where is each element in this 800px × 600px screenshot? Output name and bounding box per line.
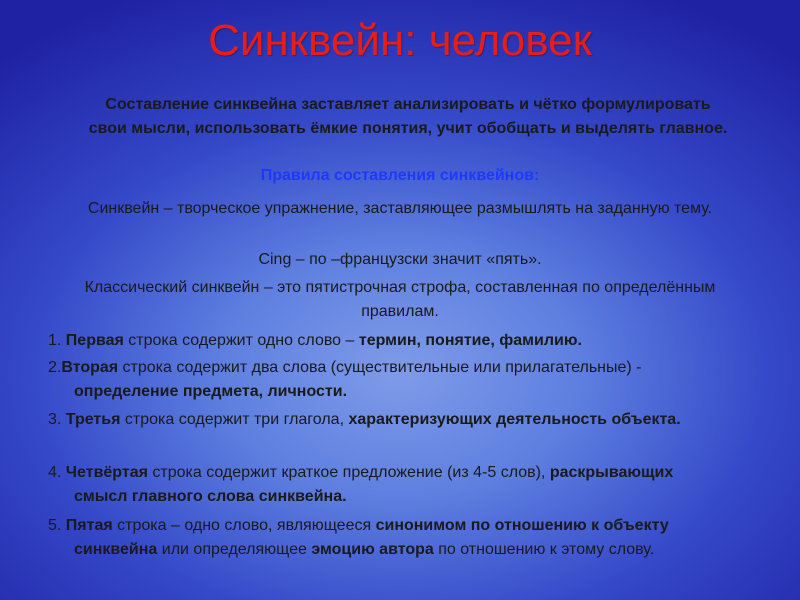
rule-text: строка содержит три глагола, xyxy=(120,411,349,428)
rule-number: 2. xyxy=(48,359,62,376)
rule-emphasis: характеризующих деятельность объекта. xyxy=(348,411,681,428)
rule-number: 4. xyxy=(48,464,66,481)
rule-text: по отношению к этому слову. xyxy=(433,541,655,558)
rule-text: строка содержит два слова (существительные или прилагательные) - xyxy=(118,359,642,376)
definition-paragraph: Синквейн – творческое упражнение, заставляющее размышлять на заданную тему. xyxy=(87,200,713,217)
rule-number: 5. xyxy=(48,517,66,534)
rule-ordinal: Третья xyxy=(65,411,121,428)
slide-title: Синквейн: человек xyxy=(208,16,592,65)
rule-emphasis: определение предмета, личности. xyxy=(74,383,348,400)
rule-item-2 xyxy=(48,356,714,404)
rule-text: или определяющее xyxy=(157,541,312,558)
rule-item-5 xyxy=(48,514,714,562)
rule-emphasis: термин, понятие, фамилию. xyxy=(358,332,582,349)
rule-emphasis: эмоцию автора xyxy=(311,541,434,558)
rule-ordinal: Четвёртая xyxy=(65,464,148,481)
rule-number: 3. xyxy=(48,411,66,428)
intro-paragraph: Составление синквейна заставляет анализировать и чётко формулировать свои мысли, использовать ёмкие понятия, учит обобщать и выделять главное. xyxy=(88,96,728,137)
rule-emphasis: синонимом по отношению к объекту синквейна xyxy=(74,517,669,558)
etymology-paragraph: Cing – по –французски значит «пять». xyxy=(258,251,542,268)
rule-ordinal: Пятая xyxy=(65,517,113,534)
rule-item-4 xyxy=(48,461,714,509)
rule-ordinal: Вторая xyxy=(61,359,119,376)
classic-paragraph: Классический синквейн – это пятистрочная строфа, составленная по определённым правилам. xyxy=(84,279,716,320)
rule-ordinal: Первая xyxy=(65,332,124,349)
rule-text: строка – одно слово, являющееся xyxy=(112,517,376,534)
rules-heading: Правила составления синквейнов: xyxy=(260,167,540,184)
rule-emphasis: раскрывающих смысл главного слова синквейна. xyxy=(74,464,674,505)
rule-text: строка содержит одно слово – xyxy=(123,332,359,349)
rule-item-1 xyxy=(48,329,714,353)
rule-item-3 xyxy=(48,408,714,432)
rule-number: 1. xyxy=(48,332,66,349)
rule-text: строка содержит краткое предложение (из 4-5 слов), xyxy=(147,464,550,481)
